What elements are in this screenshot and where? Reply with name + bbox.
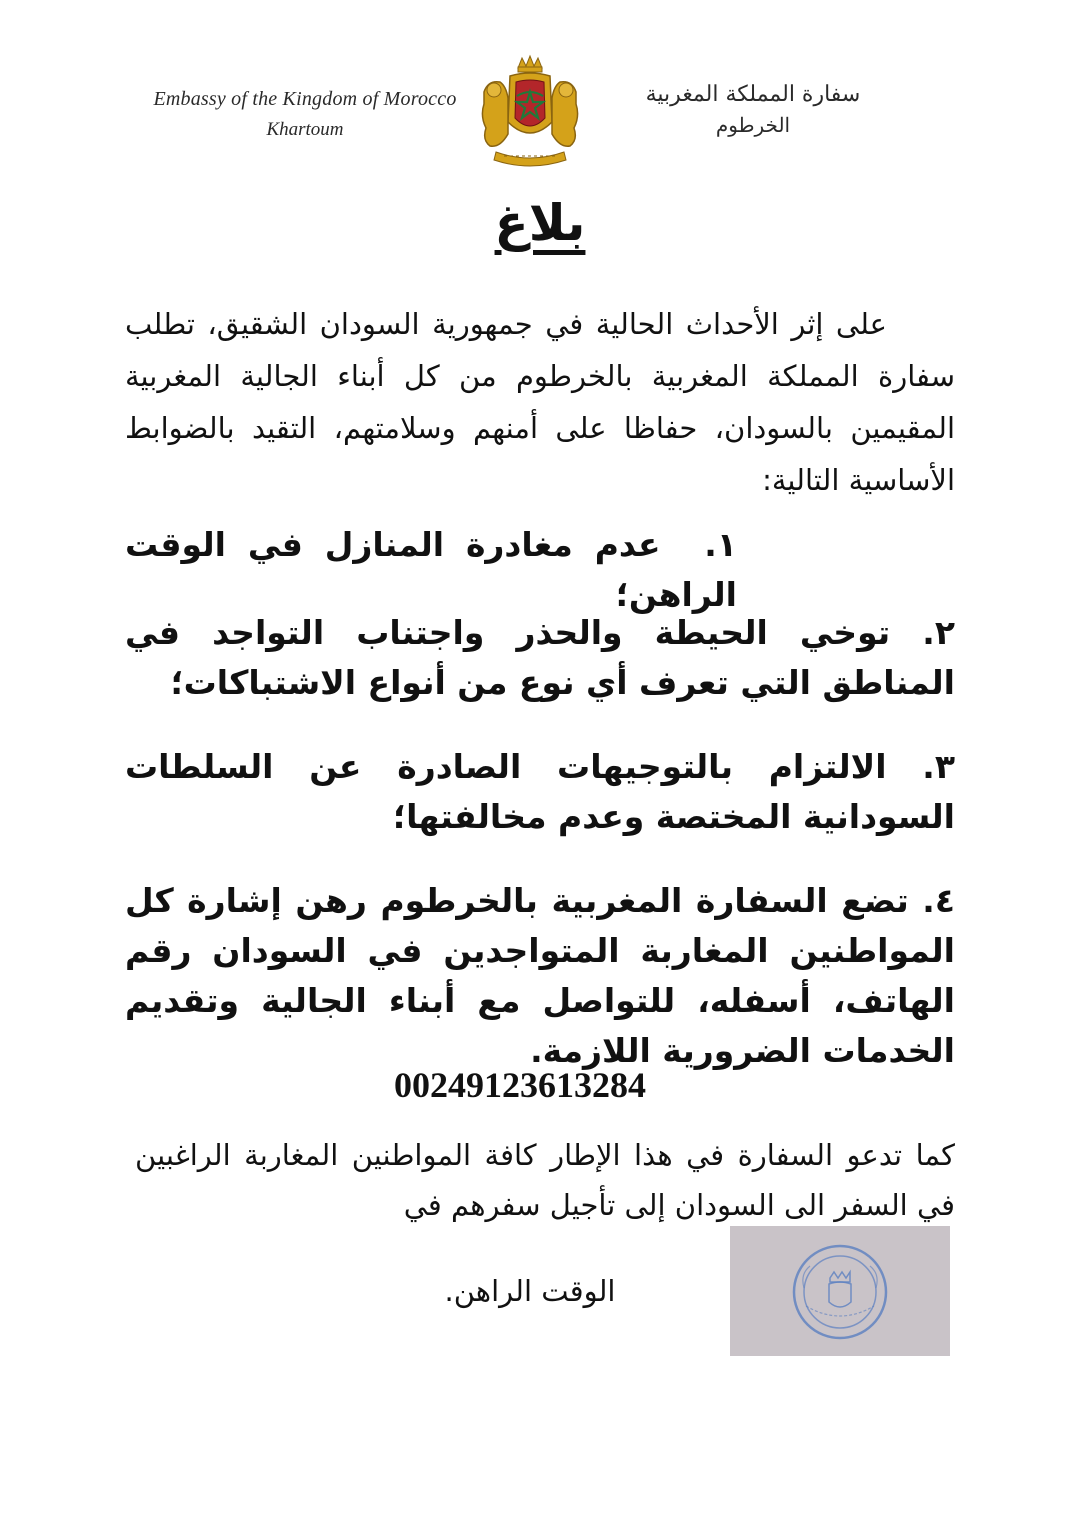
letterhead-arabic-line1: سفارة المملكة المغربية — [645, 82, 861, 107]
closing-paragraph: كما تدعو السفارة في هذا الإطار كافة المواطنين المغاربة الراغبين في السفر الى السودان إلى تأجيل سفرهم في — [135, 1138, 955, 1222]
list-item-number: ١. — [704, 525, 737, 564]
letterhead-arabic — [598, 82, 908, 137]
list-item-number: ٤. — [922, 881, 955, 920]
letterhead-english — [140, 88, 470, 141]
list-item-text: الالتزام بالتوجيهات الصادرة عن السلطات السودانية المختصة وعدم مخالفتها؛ — [125, 747, 955, 836]
list-item-text: تضع السفارة المغربية بالخرطوم رهن إشارة كل المواطنين المغاربة المتواجدين في السودان رقم الهاتف، أسفله، للتواصل مع أبناء الجالية وتقديم الخدمات الضرورية اللازمة. — [125, 881, 955, 1070]
letterhead-arabic-line2: الخرطوم — [715, 113, 791, 137]
letterhead-english-line2: Khartoum — [266, 119, 344, 140]
phone-number: 00249123613284 — [394, 1065, 646, 1105]
list-item — [125, 608, 955, 708]
intro-text: على إثر الأحداث الحالية في جمهورية السودان الشقيق، تطلب سفارة المملكة المغربية بالخرطوم من كل أبناء الجالية المغربية المقيمين بالسودان، حفاظا على أمنهم وسلامتهم، التقيد بالضوابط الأساسية التالية: — [125, 307, 955, 497]
embassy-stamp-icon — [730, 1226, 950, 1356]
letterhead-english-line1: Embassy of the Kingdom of Morocco — [153, 88, 457, 110]
list-item-number: ٣. — [922, 747, 955, 786]
list-item — [125, 742, 955, 842]
page-title: بلاغ — [494, 194, 586, 252]
list-item — [125, 520, 955, 620]
list-item — [125, 876, 955, 1076]
intro-paragraph — [125, 298, 955, 506]
list-item-number: ٢. — [922, 613, 955, 652]
closing-end-line: الوقت الراهن. — [444, 1274, 616, 1308]
list-item-text: توخي الحيطة والحذر واجتناب التواجد في المناطق التي تعرف أي نوع من أنواع الاشتباكات؛ — [125, 613, 955, 702]
list-item-text: عدم مغادرة المنازل في الوقت الراهن؛ — [125, 525, 737, 614]
moroccan-coat-of-arms-icon — [470, 52, 590, 172]
